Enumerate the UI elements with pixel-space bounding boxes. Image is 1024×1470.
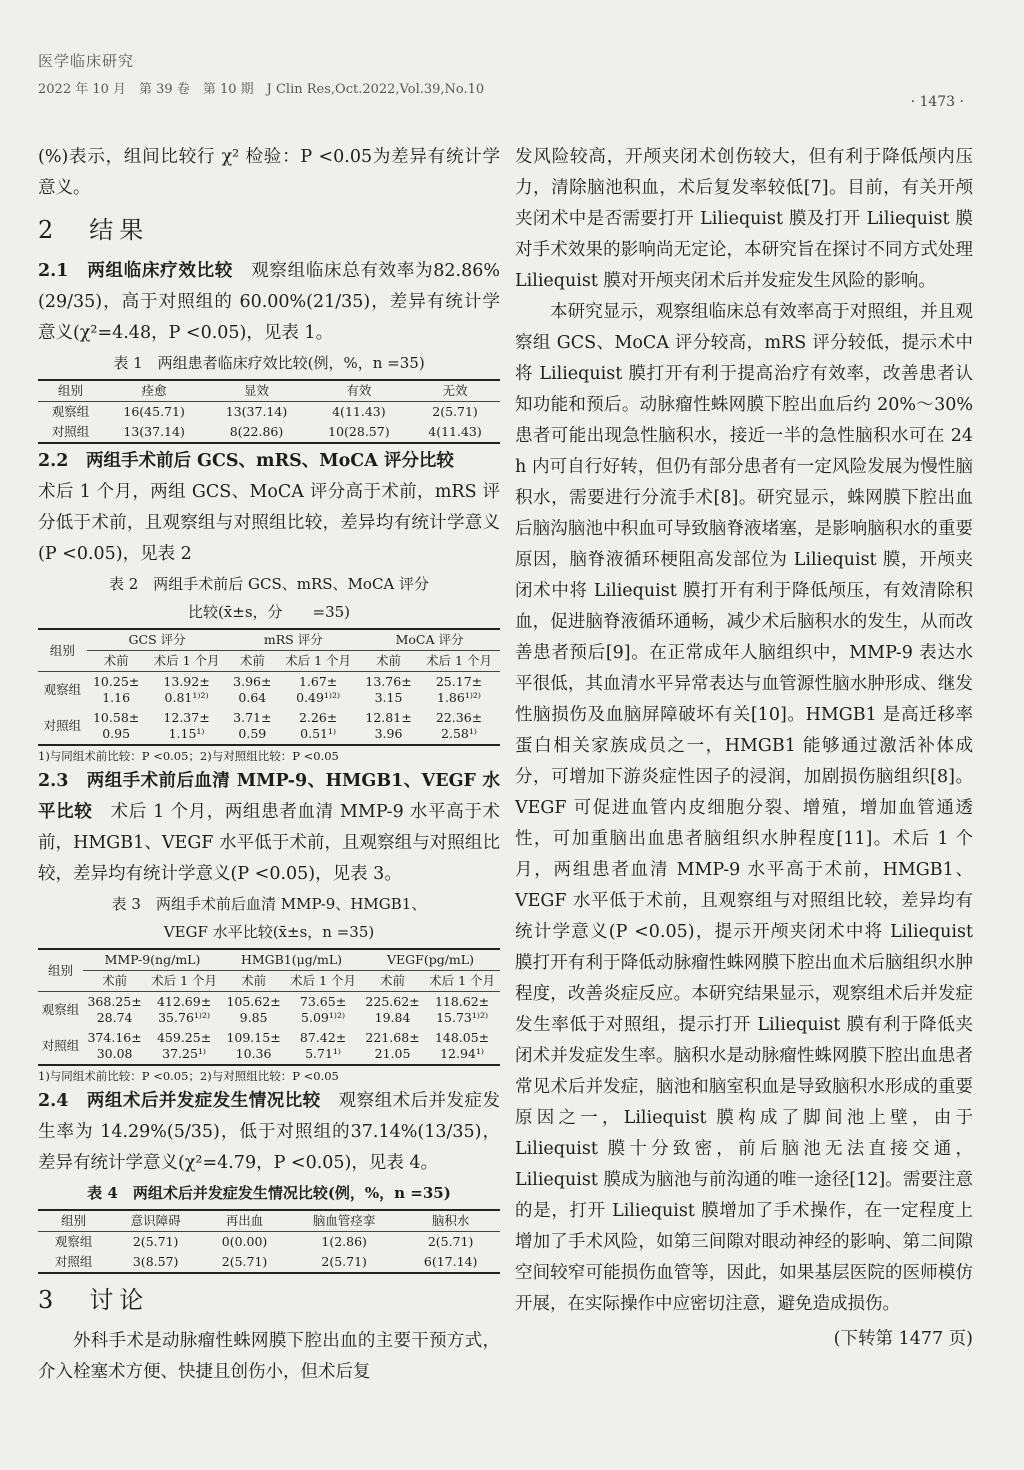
journal-title: 医学临床研究	[38, 52, 135, 70]
section-2-4-title: 2.4 两组术后并发症发生情况比较	[38, 1091, 321, 1111]
table-3-note: 1)与同组术前比较：P <0.05；2)与对照组比较：P <0.05	[38, 1069, 339, 1083]
table-3-cell: 87.42± 5.71¹⁾	[299, 1030, 347, 1061]
table-3-cell: 225.62± 19.84	[365, 994, 420, 1025]
table-3-cell: 105.62± 9.85	[226, 994, 281, 1025]
table-2-caption-line1: 表 2 两组手术前后 GCS、mRS、MoCA 评分	[108, 575, 430, 593]
table-1-cell: 13(37.14)	[123, 424, 185, 439]
table-4-header-cell: 脑血管痉挛	[287, 1210, 401, 1232]
table-1-cell: 观察组	[51, 404, 90, 419]
table-3-row	[38, 992, 500, 1029]
table-2-cell: 10.25± 1.16	[92, 674, 140, 705]
table-3-header-cell: 组别	[38, 949, 83, 992]
section-2-2-title: 2.2 两组手术前后 GCS、mRS、MoCA 评分比较	[38, 451, 454, 471]
discussion-paragraph-1: 外科手术是动脉瘤性蛛网膜下腔出血的主要干预方式，介入栓塞术方便、快捷且创伤小，但术后复	[38, 1331, 500, 1382]
table-3-cell: 368.25± 28.74	[87, 994, 142, 1025]
table-2-row	[38, 708, 500, 745]
table-4-cell: 2(5.71)	[221, 1254, 268, 1269]
table-3-caption-line2: VEGF 水平比较(x̄±s，n =35)	[163, 923, 375, 941]
table-3-cell: 148.05± 12.94¹⁾	[434, 1030, 490, 1061]
table-1-cell: 8(22.86)	[229, 424, 284, 439]
table-2-sub-header: 术前	[87, 651, 146, 672]
table-3-group-header: VEGF(pg/mL)	[361, 949, 500, 971]
table-4-cell: 2(5.71)	[427, 1234, 474, 1249]
table-1-header-cell: 组别	[38, 380, 103, 402]
table-1-header-cell: 无效	[410, 380, 500, 402]
table-3-sub-header: 术前	[222, 971, 285, 992]
table-2-row	[38, 672, 500, 709]
table-3-group-header: HMGB1(μg/mL)	[222, 949, 361, 971]
section-2-4-text: 观察组术后并发症发生率为 14.29%(5/35)，低于对照组的37.14%(13/35)，差异有统计学意义(χ²=4.79，P <0.05)，见表 4。	[38, 1091, 501, 1173]
table-2-cell: 1.67± 0.49¹⁾²⁾	[296, 674, 341, 705]
table-1-header-cell: 有效	[308, 380, 410, 402]
table-2-cell: 3.71± 0.59	[233, 710, 272, 741]
table-3-cell: 221.68± 21.05	[365, 1030, 420, 1061]
table-2-cell: 2.26± 0.51¹⁾	[298, 710, 338, 741]
table-1	[38, 379, 500, 444]
table-3-cell: 459.25± 37.25¹⁾	[156, 1030, 212, 1061]
table-1-row	[38, 402, 500, 423]
table-4-cell: 观察组	[54, 1234, 93, 1249]
table-1-cell: 对照组	[51, 424, 90, 439]
table-3-cell: 109.15± 10.36	[226, 1030, 281, 1061]
table-2-note: 1)与同组术前比较：P <0.05；2)与对照组比较：P <0.05	[38, 749, 339, 763]
table-4-header-cell: 脑积水	[401, 1210, 500, 1232]
continued-note: (下转第 1477 页)	[833, 1329, 973, 1349]
table-2-sub-header: 术后 1 个月	[418, 651, 500, 672]
table-4-cell: 对照组	[54, 1254, 93, 1269]
table-4-cell: 3(8.57)	[132, 1254, 179, 1269]
table-2-cell: 12.37± 1.15¹⁾	[163, 710, 210, 741]
table-3-sub-header: 术后 1 个月	[146, 971, 222, 992]
table-3-row	[38, 1028, 500, 1065]
table-1-cell: 16(45.71)	[123, 404, 185, 419]
table-2-cell: 22.36± 2.58¹⁾	[435, 710, 483, 741]
table-2-group-label: 观察组	[43, 682, 82, 697]
left-column	[38, 142, 500, 1388]
table-2-group-header: MoCA 评分	[359, 629, 500, 651]
table-1-cell: 13(37.14)	[225, 404, 288, 419]
table-1-cell: 10(28.57)	[328, 424, 390, 439]
table-4-cell: 2(5.71)	[132, 1234, 179, 1249]
table-2-cell: 13.92± 0.81¹⁾²⁾	[163, 674, 210, 705]
table-1-cell: 4(11.43)	[332, 404, 386, 419]
table-1-caption: 表 1 两组患者临床疗效比较(例，%，n =35)	[113, 354, 425, 372]
table-1-cell: 2(5.71)	[432, 404, 478, 419]
issue-info: 2022 年 10 月 第 39 卷 第 10 期 J Clin Res,Oct.2022,Vol.39,No.10	[38, 82, 485, 97]
table-3	[38, 948, 500, 1066]
table-2	[38, 628, 500, 746]
table-4-row	[38, 1252, 500, 1273]
table-2-cell: 13.76± 3.15	[365, 674, 412, 705]
table-4-cell: 1(2.86)	[321, 1234, 367, 1249]
table-4-header-cell: 意识障碍	[109, 1210, 202, 1232]
section-2-1-text: 观察组临床总有效率为82.86%(29/35)，高于对照组的 60.00%(21/35)，差异有统计学意义(χ²=4.48，P <0.05)，见表 1。	[38, 261, 500, 343]
table-4-cell: 0(0.00)	[221, 1234, 268, 1249]
section-discussion-heading: 3 讨论	[38, 1286, 150, 1314]
table-4	[38, 1209, 500, 1274]
table-3-group-label: 观察组	[41, 1002, 80, 1017]
table-3-sub-header: 术后 1 个月	[424, 971, 500, 992]
section-2-3-title: 2.3 两组手术前后血清 MMP-9、HMGB1、VEGF 水平比较	[38, 771, 500, 822]
table-2-cell: 10.58± 0.95	[92, 710, 140, 741]
table-2-header-cell: 组别	[38, 629, 87, 672]
table-1-header-cell: 显效	[205, 380, 307, 402]
table-4-caption: 表 4 两组术后并发症发生情况比较(例，%，n =35)	[87, 1184, 451, 1202]
section-2-2-text: 术后 1 个月，两组 GCS、MoCA 评分高于术前，mRS 评分低于术前，且观察组与对照组比较，差异均有统计学意义(P <0.05)，见表 2	[38, 482, 500, 564]
table-3-sub-header: 术后 1 个月	[285, 971, 361, 992]
table-3-group-label: 对照组	[41, 1038, 80, 1053]
table-3-cell: 374.16± 30.08	[87, 1030, 142, 1061]
right-paragraph-2: 本研究显示，观察组临床总有效率高于对照组，并且观察组 GCS、MoCA 评分较高，mRS 评分较低，提示术中将 Liliequist 膜打开有利于提高治疗有效率，改善患者认知功能和预后。动脉瘤性蛛网膜下腔出血后约 20%～30%患者可能出现急性脑积水，接近一半的急性脑积水可在 24 h 内可自行好转，但仍有部分患者有一定风险发展为慢性脑积水，需要进行分流手术[8]。研究显示，蛛网膜下腔出血后脑沟脑池中积血可导致脑脊液堵塞，是影响脑积水的重要原因，脑脊液循环梗阻高发部位为 Liliequist 膜，开颅夹闭术中将 Liliequist 膜打开有利于降低颅压，有效清除积血，促进脑脊液循环通畅，减少术后脑积水的发生，从而改善患者预后[9]。在正常成年人脑组织中，MMP-9 表达水平很低，其血清水平异常表达与血管源性脑水肿形成、继发性脑损伤及血脑屏障破坏有关[10]。HMGB1 是高迁移率蛋白相关家族成员之一，HMGB1 能够通过激活补体成分，可增加下游炎症性因子的浸润，加剧损伤脑组织[8]。VEGF 可促进血管内皮细胞分裂、增殖，增加血管通透性，可加重脑出血患者脑组织水肿程度[11]。术后 1 个月，两组患者血清 MMP-9 水平高于术前，HMGB1、VEGF 水平低于术前，且观察组与对照组比较，差异均有统计学意义(P <0.05)，提示开颅夹闭术中将 Liliequist 膜打开有利于降低动脉瘤性蛛网膜下腔出血术后脑组织水肿程度，改善炎症反应。本研究结果显示，观察组术后并发症发生率低于对照组，提示打开 Liliequist 膜有利于降低夹闭术并发症发生率。脑积水是动脉瘤性蛛网膜下腔出血患者常见术后并发症，脑池和脑室积血是导致脑积水形成的重要原因之一，Liliequist 膜构成了脚间池上壁，由于 Liliequist 膜十分致密，前后脑池无法直接交通，Liliequist 膜成为脑池与前沟通的唯一途径[12]。需要注意的是，打开 Liliequist 膜增加了手术操作，在一定程度上增加了手术风险，如第三间隙对眼动神经的影响、第二间隙空间较窄可能损伤血管等，因此，如果基层医院的医师模仿开展，在实际操作中应密切注意，避免造成损伤。	[515, 302, 973, 1314]
table-3-sub-header: 术前	[83, 971, 146, 992]
table-2-group-header: mRS 评分	[228, 629, 360, 651]
table-4-cell: 2(5.71)	[321, 1254, 367, 1269]
intro-paragraph: (%)表示，组间比较行 χ² 检验：P <0.05为差异有统计学意义。	[38, 147, 500, 198]
table-2-group-label: 对照组	[43, 718, 82, 733]
table-2-sub-header: 术后 1 个月	[146, 651, 228, 672]
table-2-cell: 3.96± 0.64	[233, 674, 272, 705]
table-3-sub-header: 术前	[361, 971, 424, 992]
table-1-row	[38, 422, 500, 443]
table-4-header-cell: 再出血	[202, 1210, 287, 1232]
page-number: · 1473 ·	[910, 94, 964, 110]
section-results-heading: 2 结果	[38, 216, 150, 244]
table-1-header-cell: 痊愈	[103, 380, 205, 402]
right-column	[515, 142, 973, 1355]
table-3-cell: 412.69± 35.76¹⁾²⁾	[156, 994, 212, 1025]
table-4-header-cell: 组别	[38, 1210, 109, 1232]
table-3-cell: 118.62± 15.73¹⁾²⁾	[434, 994, 490, 1025]
table-4-row	[38, 1232, 500, 1253]
table-4-cell: 6(17.14)	[423, 1254, 478, 1269]
right-paragraph-1: 发风险较高，开颅夹闭术创伤较大，但有利于降低颅内压力，清除脑池积血，术后复发率较低[7]。目前，有关开颅夹闭术中是否需要打开 Liliequist 膜及打开 Liliequist 膜对手术效果的影响尚无定论，本研究旨在探讨不同方式处理 Liliequist 膜对开颅夹闭术后并发症发生风险的影响。	[515, 147, 973, 291]
table-2-sub-header: 术前	[359, 651, 418, 672]
table-3-caption-line1: 表 3 两组手术前后血清 MMP-9、HMGB1、	[111, 895, 427, 913]
table-3-group-header: MMP-9(ng/mL)	[83, 949, 222, 971]
section-2-1-title: 2.1 两组临床疗效比较	[38, 261, 233, 281]
table-2-caption-line2: 比较(x̄±s，分 =35)	[187, 603, 351, 621]
table-2-sub-header: 术前	[228, 651, 278, 672]
table-2-cell: 25.17± 1.86¹⁾²⁾	[435, 674, 483, 705]
table-1-cell: 4(11.43)	[428, 424, 482, 439]
section-2-3-text: 术后 1 个月，两组患者血清 MMP-9 水平高于术前，HMGB1、VEGF 水平低于术前，且观察组与对照组比较，差异均有统计学意义(P <0.05)，见表 3。	[38, 802, 501, 884]
table-3-cell: 73.65± 5.09¹⁾²⁾	[299, 994, 347, 1025]
table-2-cell: 12.81± 3.96	[365, 710, 412, 741]
table-2-sub-header: 术后 1 个月	[277, 651, 359, 672]
table-2-group-header: GCS 评分	[87, 629, 228, 651]
